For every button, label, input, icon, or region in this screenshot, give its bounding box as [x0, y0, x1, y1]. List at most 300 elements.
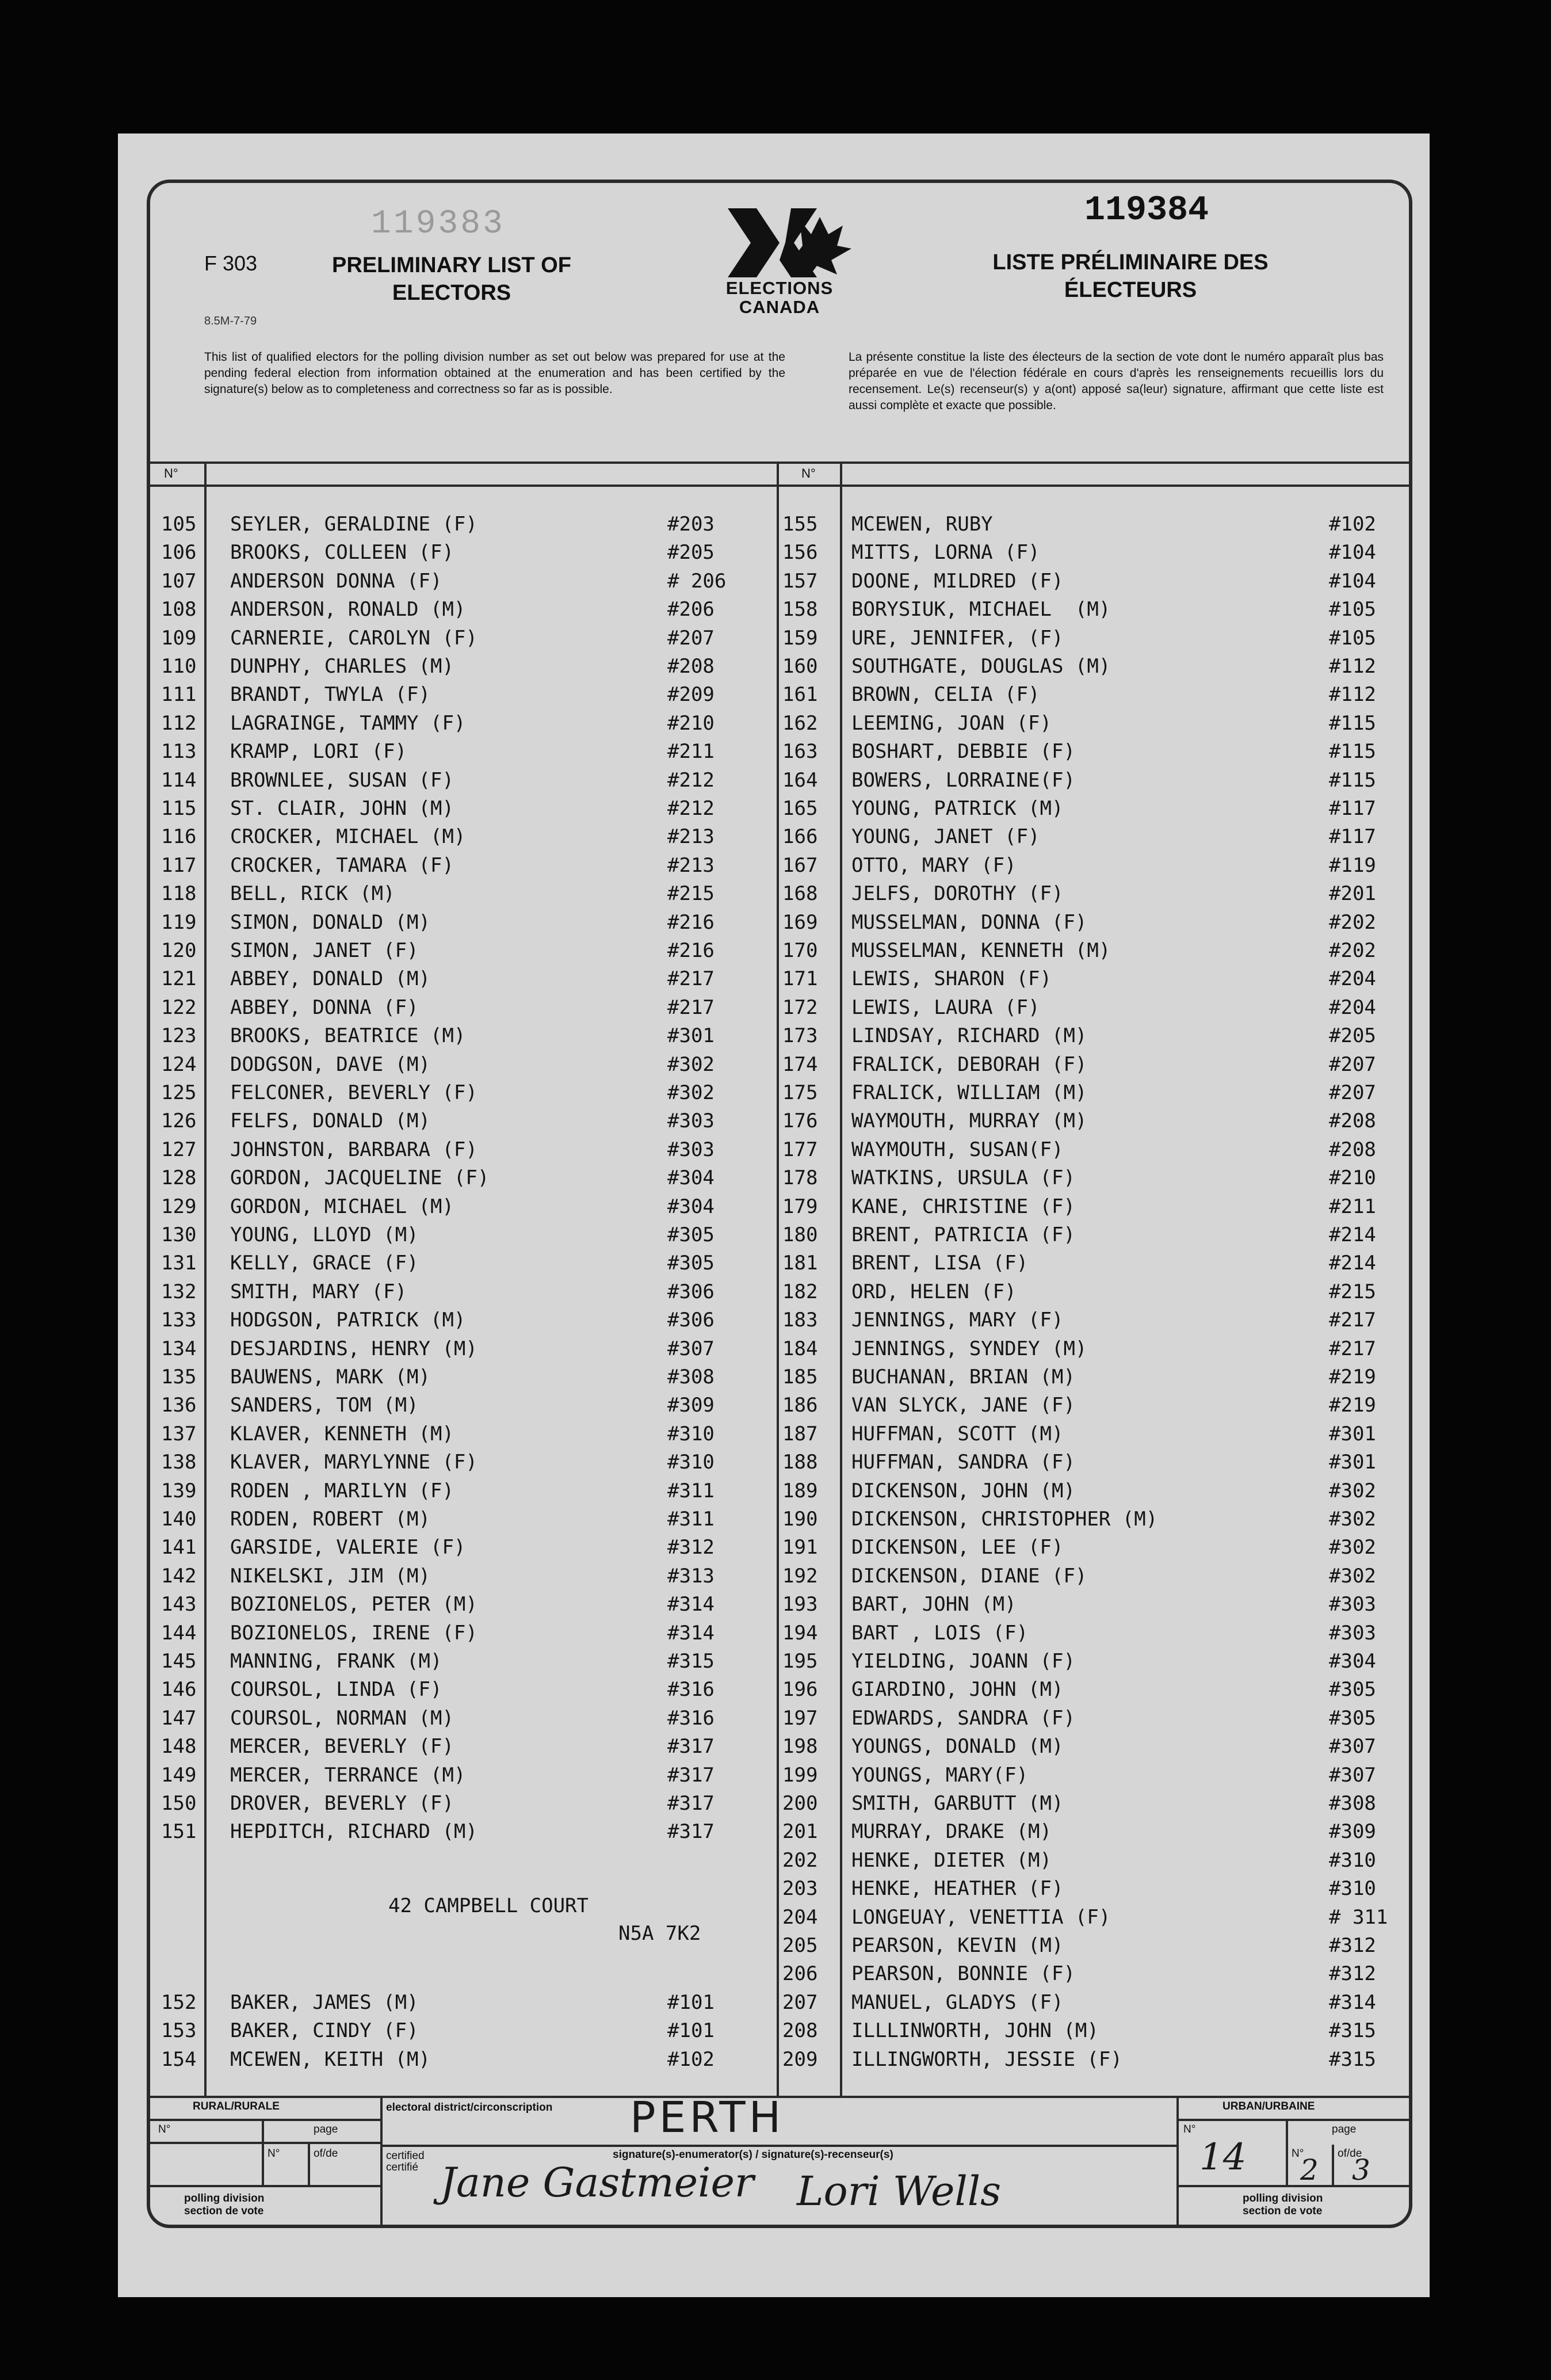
elector-name: SIMON, DONALD (M) — [230, 910, 430, 934]
elector-residence: #112 — [1329, 683, 1376, 707]
enumerator-signature-2: Lori Wells — [797, 2168, 1002, 2215]
elector-row — [161, 510, 771, 539]
elector-name: BROWNLEE, SUSAN (F) — [230, 768, 454, 792]
elector-residence: #311 — [667, 1479, 715, 1502]
elector-residence: #102 — [667, 2047, 715, 2071]
elector-row — [782, 1591, 1432, 1619]
elector-row — [161, 1704, 771, 1733]
elector-number: 108 — [161, 598, 197, 621]
elector-row — [782, 1306, 1432, 1334]
form-number: F 303 — [204, 251, 258, 275]
elector-row — [161, 1221, 771, 1249]
elector-residence: #217 — [667, 967, 715, 991]
elector-residence: #210 — [1329, 1166, 1376, 1190]
elector-row — [161, 852, 771, 880]
elector-number: 153 — [161, 2019, 197, 2043]
rural-of-label: of/de — [314, 2148, 338, 2160]
elector-number: 189 — [782, 1479, 818, 1502]
logo-line-1: ELECTIONS — [725, 278, 834, 298]
elector-residence: #302 — [1329, 1536, 1376, 1559]
elector-name: KANE, CHRISTINE (F) — [851, 1195, 1075, 1218]
elector-row — [782, 596, 1432, 624]
elector-residence: #303 — [1329, 1621, 1376, 1645]
elector-number: 173 — [782, 1024, 818, 1048]
elector-row — [161, 1079, 771, 1107]
elector-row — [161, 653, 771, 681]
elector-name: OTTO, MARY (F) — [851, 853, 1017, 877]
elector-residence: #219 — [1329, 1394, 1376, 1417]
ballot-form-sheet — [118, 134, 1430, 2297]
elector-residence: # 206 — [667, 569, 727, 593]
elector-number: 144 — [161, 1621, 197, 1645]
elector-row — [782, 1932, 1432, 1960]
rural-mid-rule — [262, 2119, 264, 2185]
urban-polling-label-2: section de vote — [1243, 2205, 1323, 2217]
elector-row — [782, 1761, 1432, 1790]
elector-number: 109 — [161, 626, 197, 650]
elector-residence: #307 — [1329, 1763, 1376, 1787]
elector-residence: #212 — [667, 768, 715, 792]
elector-name: ILLINGWORTH, JESSIE (F) — [851, 2047, 1122, 2071]
elector-residence: #303 — [667, 1109, 715, 1133]
elector-residence: #215 — [667, 882, 715, 906]
elector-row — [161, 1306, 771, 1334]
elector-residence: #313 — [667, 1564, 715, 1588]
elector-number: 137 — [161, 1422, 197, 1445]
elector-row — [161, 1534, 771, 1562]
elector-residence: #310 — [667, 1451, 715, 1474]
elector-name: WAYMOUTH, SUSAN(F) — [851, 1138, 1064, 1161]
elector-residence: #309 — [1329, 1820, 1376, 1844]
urban-of-label: of/de — [1338, 2148, 1362, 2160]
elector-residence: #215 — [1329, 1280, 1376, 1303]
elector-row — [782, 539, 1432, 567]
elector-residence: #312 — [1329, 1934, 1376, 1957]
elector-row — [782, 1562, 1432, 1591]
elector-name: LEEMING, JOAN (F) — [851, 711, 1052, 735]
elector-number: 129 — [161, 1195, 197, 1218]
urban-mid-rule — [1286, 2119, 1288, 2185]
elector-row — [782, 880, 1432, 908]
elector-residence: #314 — [667, 1621, 715, 1645]
elector-name: CROCKER, MICHAEL (M) — [230, 825, 466, 849]
elector-number: 179 — [782, 1195, 818, 1218]
elector-row — [161, 567, 771, 596]
elector-number: 170 — [782, 939, 818, 962]
elector-number: 192 — [782, 1564, 818, 1588]
elector-row — [782, 937, 1432, 965]
elector-row — [782, 1875, 1432, 1903]
elector-name: HUFFMAN, SCOTT (M) — [851, 1422, 1064, 1445]
elector-residence: #202 — [1329, 939, 1376, 962]
elector-name: SEYLER, GERALDINE (F) — [230, 513, 477, 536]
elector-row — [782, 2046, 1432, 2074]
elector-name: DESJARDINS, HENRY (M) — [230, 1337, 477, 1360]
elector-name: MANNING, FRANK (M) — [230, 1650, 442, 1673]
elector-name: SOUTHGATE, DOUGLAS (M) — [851, 655, 1111, 678]
elector-number: 154 — [161, 2047, 197, 2071]
rural-bottom-rule — [150, 2185, 380, 2187]
elector-residence: #317 — [667, 1792, 715, 1815]
elector-residence: #302 — [667, 1052, 715, 1076]
elector-name: DICKENSON, LEE (F) — [851, 1536, 1064, 1559]
elector-name: RODEN , MARILYN (F) — [230, 1479, 454, 1502]
elector-row — [782, 1477, 1432, 1505]
intro-english: This list of qualified electors for the polling division number as set out below was prepared for use at the pending federal election from information obtained at the enumeration and has been certified by the signature(s) below as to completeness and correctness so far as is possible. — [204, 350, 785, 396]
elector-number: 110 — [161, 655, 197, 678]
elector-name: YIELDING, JOANN (F) — [851, 1650, 1075, 1673]
elector-name: DROVER, BEVERLY (F) — [230, 1792, 454, 1815]
elector-residence: #315 — [1329, 2047, 1376, 2071]
elector-residence: #202 — [1329, 910, 1376, 934]
elector-residence: #211 — [667, 740, 715, 764]
elector-row — [161, 1761, 771, 1790]
elector-number: 113 — [161, 740, 197, 764]
elector-residence: #102 — [1329, 513, 1376, 536]
urban-polling-label-1: polling division — [1243, 2192, 1323, 2204]
elector-residence: #309 — [667, 1394, 715, 1417]
elector-residence: #307 — [667, 1337, 715, 1360]
elector-residence: #310 — [1329, 1877, 1376, 1901]
rural-polling-label-2: section de vote — [184, 2205, 264, 2217]
elector-residence: #217 — [667, 996, 715, 1019]
urban-page-label: page — [1332, 2123, 1357, 2135]
elector-number: 200 — [782, 1792, 818, 1815]
elector-number: 126 — [161, 1109, 197, 1133]
elector-number: 143 — [161, 1593, 197, 1616]
urban-label-rule — [1176, 2119, 1409, 2121]
logo-line-2: CANADA — [739, 297, 820, 317]
elector-number: 208 — [782, 2019, 818, 2043]
elector-name: EDWARDS, SANDRA (F) — [851, 1706, 1075, 1730]
elector-name: ANDERSON DONNA (F) — [230, 569, 442, 593]
elector-residence: #205 — [1329, 1024, 1376, 1048]
elector-row — [782, 567, 1432, 596]
elector-number: 167 — [782, 853, 818, 877]
elector-row — [161, 1278, 771, 1306]
elector-row — [161, 1335, 771, 1363]
table-header-rule — [150, 485, 1409, 487]
elector-number: 118 — [161, 882, 197, 906]
elector-residence: #115 — [1329, 711, 1376, 735]
elector-name: NIKELSKI, JIM (M) — [230, 1564, 430, 1588]
elector-row — [782, 738, 1432, 766]
elector-residence: #311 — [667, 1508, 715, 1531]
elector-residence: #305 — [667, 1223, 715, 1246]
elector-residence: #101 — [667, 1990, 715, 2014]
elector-name: YOUNG, LLOYD (M) — [230, 1223, 419, 1246]
elector-name: BRENT, PATRICIA (F) — [851, 1223, 1075, 1246]
center-rule-1 — [777, 461, 779, 2096]
elector-name: FELFS, DONALD (M) — [230, 1109, 430, 1133]
elector-name: MCEWEN, RUBY — [851, 513, 993, 536]
elector-residence: #212 — [667, 797, 715, 820]
elector-name: JENNINGS, SYNDEY (M) — [851, 1337, 1087, 1360]
elector-number: 193 — [782, 1593, 818, 1616]
elector-number: 199 — [782, 1763, 818, 1787]
elector-name: MCEWEN, KEITH (M) — [230, 2047, 430, 2071]
elector-residence: #216 — [667, 939, 715, 962]
elector-name: JELFS, DOROTHY (F) — [851, 882, 1064, 906]
elector-name: VAN SLYCK, JANE (F) — [851, 1394, 1075, 1417]
elector-number: 181 — [782, 1252, 818, 1275]
elector-residence: #308 — [1329, 1792, 1376, 1815]
elector-name: SIMON, JANET (F) — [230, 939, 419, 962]
elector-row — [782, 1790, 1432, 1818]
elector-residence: #219 — [1329, 1366, 1376, 1389]
elector-number: 159 — [782, 626, 818, 650]
elector-number: 111 — [161, 683, 197, 707]
elector-row — [161, 1193, 771, 1221]
elector-row — [782, 1051, 1432, 1079]
elector-row — [161, 624, 771, 653]
elector-number: 160 — [782, 655, 818, 678]
elector-residence: #304 — [667, 1166, 715, 1190]
elector-name: YOUNG, JANET (F) — [851, 825, 1040, 849]
elector-name: YOUNG, PATRICK (M) — [851, 797, 1064, 820]
elector-residence: #217 — [1329, 1337, 1376, 1360]
elector-name: BOZIONELOS, IRENE (F) — [230, 1621, 477, 1645]
elector-name: RODEN, ROBERT (M) — [230, 1508, 430, 1531]
elector-number: 135 — [161, 1366, 197, 1389]
elector-row — [782, 766, 1432, 795]
elector-number: 183 — [782, 1309, 818, 1332]
elector-row — [161, 1420, 771, 1448]
elector-name: YOUNGS, MARY(F) — [851, 1763, 1029, 1787]
elector-number: 197 — [782, 1706, 818, 1730]
elector-number: 127 — [161, 1138, 197, 1161]
elector-row — [161, 710, 771, 738]
elector-row — [161, 539, 771, 567]
elector-number: 123 — [161, 1024, 197, 1048]
rural-label-rule — [150, 2119, 380, 2121]
elector-row — [161, 1591, 771, 1619]
left-no-header: N° — [164, 466, 178, 480]
elector-number: 184 — [782, 1337, 818, 1360]
elector-row — [782, 1221, 1432, 1249]
elector-number: 206 — [782, 1962, 818, 1986]
rural-right-rule — [380, 2096, 383, 2228]
elector-number: 202 — [782, 1848, 818, 1872]
district-bottom-rule — [380, 2145, 1176, 2147]
elector-name: JOHNSTON, BARBARA (F) — [230, 1138, 477, 1161]
elector-residence: #203 — [667, 513, 715, 536]
elector-residence: #302 — [1329, 1508, 1376, 1531]
elector-name: BROOKS, COLLEEN (F) — [230, 541, 454, 565]
elector-residence: #310 — [1329, 1848, 1376, 1872]
elector-row — [161, 1960, 771, 1988]
elector-row — [782, 909, 1432, 937]
elector-number: 112 — [161, 711, 197, 735]
elector-residence: #101 — [667, 2019, 715, 2043]
elector-name: KLAVER, KENNETH (M) — [230, 1422, 454, 1445]
elector-row — [782, 1079, 1432, 1107]
elector-number: 205 — [782, 1934, 818, 1957]
elector-number: 209 — [782, 2047, 818, 2071]
elector-number: 175 — [782, 1081, 818, 1104]
elector-name: BUCHANAN, BRIAN (M) — [851, 1366, 1075, 1389]
elector-name: SMITH, MARY (F) — [230, 1280, 407, 1303]
elector-residence: #301 — [667, 1024, 715, 1048]
elector-row — [782, 1619, 1432, 1647]
urban-no-label-2: N° — [1292, 2148, 1304, 2160]
elector-name: FELCONER, BEVERLY (F) — [230, 1081, 477, 1104]
elector-residence: #209 — [667, 683, 715, 707]
elector-row — [161, 738, 771, 766]
elector-number: 198 — [782, 1735, 818, 1759]
elector-row — [161, 1989, 771, 2017]
elector-number: 136 — [161, 1394, 197, 1417]
elector-row — [782, 681, 1432, 709]
address-postal-code: N5A 7K2 — [618, 1922, 701, 1945]
elector-name: BAKER, JAMES (M) — [230, 1990, 419, 2014]
urban-no-label: N° — [1183, 2123, 1196, 2135]
elector-name: YOUNGS, DONALD (M) — [851, 1735, 1064, 1759]
elector-number: 174 — [782, 1052, 818, 1076]
elector-name: JENNINGS, MARY (F) — [851, 1309, 1064, 1332]
elector-residence: #205 — [667, 541, 715, 565]
elector-residence: #303 — [1329, 1593, 1376, 1616]
elector-row — [782, 1704, 1432, 1733]
elector-number: 107 — [161, 569, 197, 593]
elector-name: KLAVER, MARYLYNNE (F) — [230, 1451, 477, 1474]
rural-no-label-2: N° — [268, 2148, 280, 2160]
elector-number: 132 — [161, 1280, 197, 1303]
title-english-line-2: ELECTORS — [392, 281, 511, 305]
elector-number: 176 — [782, 1109, 818, 1133]
title-french-line-2: ÉLECTEURS — [1064, 278, 1197, 302]
rural-polling-label-1: polling division — [184, 2192, 265, 2204]
elector-residence: #306 — [667, 1280, 715, 1303]
elector-name: MANUEL, GLADYS (F) — [851, 1990, 1064, 2014]
elector-row — [782, 1193, 1432, 1221]
elector-residence: #105 — [1329, 598, 1376, 621]
urban-bottom-rule — [1176, 2185, 1409, 2187]
elector-number: 122 — [161, 996, 197, 1019]
elector-row — [782, 1022, 1432, 1050]
elector-name: BRENT, LISA (F) — [851, 1252, 1029, 1275]
elector-name: MITTS, LORNA (F) — [851, 541, 1040, 565]
elector-name: BOWERS, LORRAINE(F) — [851, 768, 1075, 792]
elector-residence: #312 — [1329, 1962, 1376, 1986]
elector-row — [782, 2017, 1432, 2045]
elector-residence: #304 — [1329, 1650, 1376, 1673]
elector-number: 130 — [161, 1223, 197, 1246]
elector-number: 125 — [161, 1081, 197, 1104]
elector-name: DODGSON, DAVE (M) — [230, 1052, 430, 1076]
elector-residence: #306 — [667, 1309, 715, 1332]
elector-row — [161, 1619, 771, 1647]
intro-french: La présente constitue la liste des électeurs de la section de vote dont le numéro apparaît plus bas préparée en vue de l'élection fédérale en cours d'après les renseignements recueillis lors du recensement. Le(s) recenseur(s) y a(ont) apposé sa(leur) signature, affirmant que cette liste est aussi complète et exacte que possible. — [849, 350, 1384, 412]
elector-name: GIARDINO, JOHN (M) — [851, 1678, 1064, 1702]
elector-name: MERCER, BEVERLY (F) — [230, 1735, 454, 1759]
elector-number: 201 — [782, 1820, 818, 1844]
elector-row — [161, 1051, 771, 1079]
elector-number: 166 — [782, 825, 818, 849]
elector-number: 149 — [161, 1763, 197, 1787]
rural-of-rule — [308, 2142, 310, 2185]
elector-number: 124 — [161, 1052, 197, 1076]
elector-row — [782, 1989, 1432, 2017]
elector-number: 151 — [161, 1820, 197, 1844]
elector-row — [161, 1448, 771, 1477]
elector-name: BAKER, CINDY (F) — [230, 2019, 419, 2043]
elector-number: 191 — [782, 1536, 818, 1559]
elector-name: URE, JENNIFER, (F) — [851, 626, 1064, 650]
elector-name: COURSOL, NORMAN (M) — [230, 1706, 454, 1730]
elector-row — [782, 1960, 1432, 1988]
elections-canada-logo — [693, 203, 866, 326]
elector-row — [161, 681, 771, 709]
signature-label: signature(s)-enumerator(s) / signature(s)-recenseur(s) — [613, 2149, 893, 2161]
elector-name: BART, JOHN (M) — [851, 1593, 1017, 1616]
elector-name: ABBEY, DONNA (F) — [230, 996, 419, 1019]
elector-residence: #208 — [1329, 1138, 1376, 1161]
elector-residence: #305 — [1329, 1706, 1376, 1730]
elector-residence: #316 — [667, 1706, 715, 1730]
elector-number: 195 — [782, 1650, 818, 1673]
elector-name: BROOKS, BEATRICE (M) — [230, 1024, 466, 1048]
elector-number: 158 — [782, 598, 818, 621]
table-top-rule — [150, 461, 1409, 464]
elector-row — [161, 1107, 771, 1135]
elector-row — [161, 965, 771, 993]
elector-row — [782, 965, 1432, 993]
elector-number: 148 — [161, 1735, 197, 1759]
district-value: PERTH — [630, 2093, 785, 2142]
elector-residence: #305 — [1329, 1678, 1376, 1702]
district-label: electoral district/circonscription — [386, 2101, 553, 2114]
elector-number: 121 — [161, 967, 197, 991]
elector-row — [161, 1164, 771, 1192]
elector-residence: #216 — [667, 910, 715, 934]
elector-name: CROCKER, TAMARA (F) — [230, 853, 454, 877]
elector-name: FRALICK, WILLIAM (M) — [851, 1081, 1087, 1104]
elector-number: 177 — [782, 1138, 818, 1161]
elector-number: 168 — [782, 882, 818, 906]
elector-number: 117 — [161, 853, 197, 877]
elector-residence: #201 — [1329, 882, 1376, 906]
elector-name: DUNPHY, CHARLES (M) — [230, 655, 454, 678]
elector-residence: #301 — [1329, 1422, 1376, 1445]
elector-row — [782, 1505, 1432, 1534]
elector-row — [782, 852, 1432, 880]
elector-number: 207 — [782, 1990, 818, 2014]
elector-residence: #117 — [1329, 825, 1376, 849]
elector-number: 163 — [782, 740, 818, 764]
elector-number: 138 — [161, 1451, 197, 1474]
elector-name: HENKE, DIETER (M) — [851, 1848, 1052, 1872]
elector-number: 196 — [782, 1678, 818, 1702]
elector-name: DOONE, MILDRED (F) — [851, 569, 1064, 593]
elector-residence: #317 — [667, 1735, 715, 1759]
elector-residence: #302 — [667, 1081, 715, 1104]
elector-name: LEWIS, SHARON (F) — [851, 967, 1052, 991]
urban-of-rule — [1332, 2145, 1334, 2185]
elector-name: ORD, HELEN (F) — [851, 1280, 1017, 1303]
urban-page-value: 2 — [1300, 2153, 1319, 2187]
title-english-line-1: PRELIMINARY LIST OF — [332, 253, 571, 277]
elector-residence: #115 — [1329, 768, 1376, 792]
elector-row — [782, 1676, 1432, 1704]
elector-residence: #217 — [1329, 1309, 1376, 1332]
elector-row — [161, 1818, 771, 1846]
elector-name: HODGSON, PATRICK (M) — [230, 1309, 466, 1332]
elector-number: 147 — [161, 1706, 197, 1730]
rural-no-label: N° — [158, 2123, 171, 2135]
elector-number: 190 — [782, 1508, 818, 1531]
elector-number: 178 — [782, 1166, 818, 1190]
